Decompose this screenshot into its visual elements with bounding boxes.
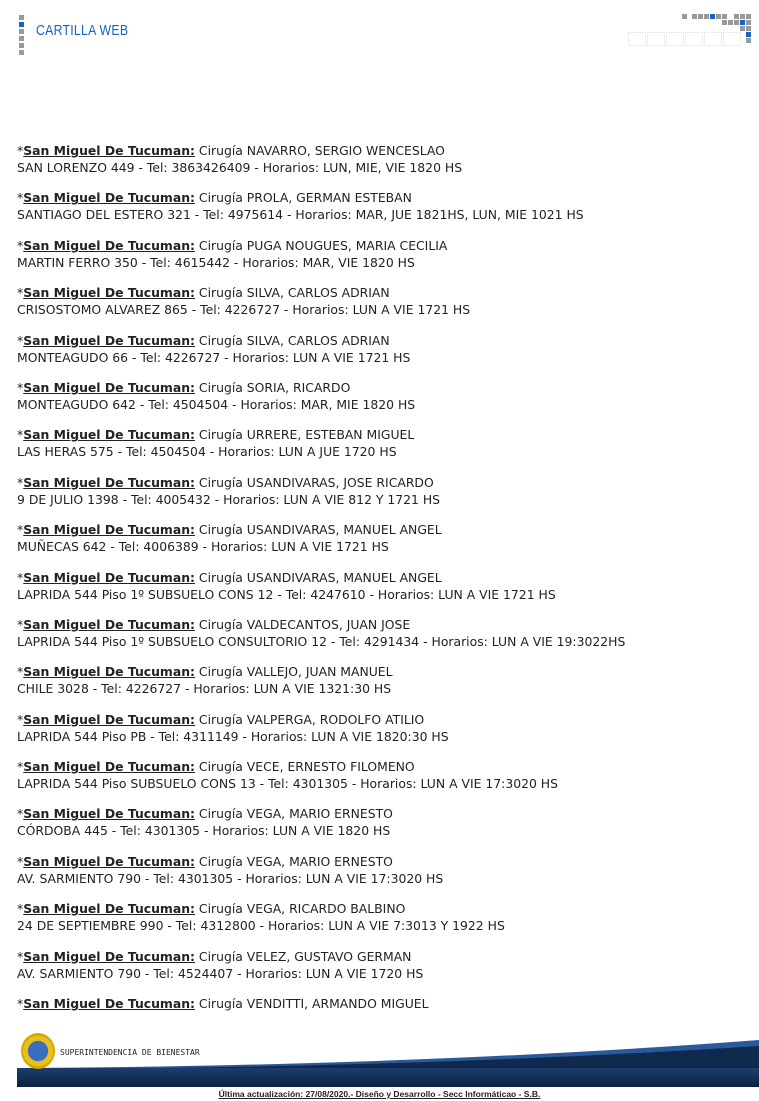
- city-label: San Miguel De Tucuman:: [23, 474, 195, 490]
- footer: [0, 1028, 759, 1101]
- provider-name: Cirugía VELEZ, GUSTAVO GERMAN: [194, 948, 412, 964]
- provider-detail: LAPRIDA 544 Piso SUBSUELO CONS 13 - Tel: 4301305 - Horarios: LUN A VIE 17:3020 HS: [17, 776, 558, 792]
- asterisk: *: [17, 996, 24, 1012]
- provider-detail: MONTEAGUDO 642 - Tel: 4504504 - Horarios: MAR, MIE 1820 HS: [17, 396, 416, 412]
- list-item: [17, 474, 757, 508]
- provider-name: Cirugía VEGA, MARIO ERNESTO: [194, 853, 393, 869]
- city-label: San Miguel De Tucuman:: [23, 379, 195, 395]
- provider-detail: CRISOSTOMO ALVAREZ 865 - Tel: 4226727 - Horarios: LUN A VIE 1721 HS: [17, 302, 471, 318]
- page-title: CARTILLA WEB: [36, 22, 129, 39]
- provider-name: Cirugía NAVARRO, SERGIO WENCESLAO: [194, 143, 445, 158]
- asterisk: *: [17, 190, 24, 206]
- provider-detail: AV. SARMIENTO 790 - Tel: 4301305 - Horarios: LUN A VIE 17:3020 HS: [17, 870, 444, 886]
- city-label: San Miguel De Tucuman:: [23, 711, 195, 727]
- provider-name: Cirugía USANDIVARAS, MANUEL ANGEL: [194, 569, 442, 585]
- city-label: San Miguel De Tucuman:: [23, 759, 195, 775]
- asterisk: *: [17, 901, 24, 917]
- header-bar-icon: [19, 15, 24, 57]
- city-label: San Miguel De Tucuman:: [23, 190, 195, 206]
- provider-detail: LAS HERAS 575 - Tel: 4504504 - Horarios: LUN A JUE 1720 HS: [17, 444, 397, 460]
- city-label: San Miguel De Tucuman:: [23, 616, 195, 632]
- list-item: [17, 900, 757, 934]
- list-item: [17, 426, 757, 460]
- asterisk: *: [17, 616, 24, 632]
- provider-name: Cirugía PUGA NOUGUES, MARIA CECILIA: [194, 237, 448, 253]
- provider-detail: CHILE 3028 - Tel: 4226727 - Horarios: LUN A VIE 1321:30 HS: [17, 681, 392, 697]
- provider-name: Cirugía VENDITTI, ARMANDO MIGUEL: [194, 996, 429, 1012]
- org-name: SUPERINTENDENCIA DE BIENESTAR: [60, 1048, 200, 1057]
- asterisk: *: [17, 711, 24, 727]
- list-item: [17, 284, 757, 318]
- provider-detail: CÓRDOBA 445 - Tel: 4301305 - Horarios: LUN A VIE 1820 HS: [17, 823, 391, 839]
- provider-name: Cirugía PROLA, GERMAN ESTEBAN: [194, 190, 412, 206]
- list-item: [17, 142, 757, 176]
- provider-name: Cirugía VALDECANTOS, JUAN JOSE: [194, 616, 411, 632]
- city-label: San Miguel De Tucuman:: [23, 237, 195, 253]
- asterisk: *: [17, 332, 24, 348]
- provider-detail: MUÑECAS 642 - Tel: 4006389 - Horarios: LUN A VIE 1721 HS: [17, 539, 389, 555]
- provider-detail: 9 DE JULIO 1398 - Tel: 4005432 - Horarios: LUN A VIE 812 Y 1721 HS: [17, 491, 441, 507]
- decorative-squares-icon: [628, 12, 753, 48]
- city-label: San Miguel De Tucuman:: [23, 285, 195, 301]
- asterisk: *: [17, 379, 24, 395]
- list-item: [17, 853, 757, 887]
- city-label: San Miguel De Tucuman:: [23, 427, 195, 443]
- provider-name: Cirugía SORIA, RICARDO: [194, 379, 351, 395]
- provider-name: Cirugía USANDIVARAS, MANUEL ANGEL: [194, 522, 442, 538]
- provider-name: Cirugía VEGA, MARIO ERNESTO: [194, 806, 393, 822]
- list-item: [17, 569, 757, 603]
- list-item: [17, 521, 757, 555]
- list-item: [17, 711, 757, 745]
- list-item: [17, 663, 757, 697]
- city-label: San Miguel De Tucuman:: [23, 901, 195, 917]
- provider-name: Cirugía VALPERGA, RODOLFO ATILIO: [194, 711, 425, 727]
- asterisk: *: [17, 237, 24, 253]
- city-label: San Miguel De Tucuman:: [23, 143, 195, 158]
- header: [0, 0, 759, 60]
- city-label: San Miguel De Tucuman:: [23, 996, 195, 1012]
- provider-detail: LAPRIDA 544 Piso 1º SUBSUELO CONSULTORIO 12 - Tel: 4291434 - Horarios: LUN A VIE 19:3022HS: [17, 633, 626, 649]
- asterisk: *: [17, 285, 24, 301]
- provider-name: Cirugía USANDIVARAS, JOSE RICARDO: [194, 474, 434, 490]
- provider-name: Cirugía SILVA, CARLOS ADRIAN: [194, 332, 390, 348]
- asterisk: *: [17, 806, 24, 822]
- asterisk: *: [17, 759, 24, 775]
- list-item: [17, 237, 757, 271]
- provider-detail: 24 DE SEPTIEMBRE 990 - Tel: 4312800 - Horarios: LUN A VIE 7:3013 Y 1922 HS: [17, 918, 505, 934]
- city-label: San Miguel De Tucuman:: [23, 522, 195, 538]
- provider-detail: LAPRIDA 544 Piso PB - Tel: 4311149 - Horarios: LUN A VIE 1820:30 HS: [17, 728, 449, 744]
- list-item: [17, 189, 757, 223]
- city-label: San Miguel De Tucuman:: [23, 806, 195, 822]
- list-item: [17, 805, 757, 839]
- provider-detail: AV. SARMIENTO 790 - Tel: 4524407 - Horarios: LUN A VIE 1720 HS: [17, 965, 424, 981]
- asterisk: *: [17, 427, 24, 443]
- city-label: San Miguel De Tucuman:: [23, 332, 195, 348]
- last-updated: Última actualización: 27/08/2020.- Diseño y Desarrollo - Secc Informáticao - S.B.: [218, 1089, 541, 1099]
- asterisk: *: [17, 474, 24, 490]
- asterisk: *: [17, 143, 24, 158]
- provider-list: [17, 142, 757, 1025]
- asterisk: *: [17, 522, 24, 538]
- asterisk: *: [17, 664, 24, 680]
- list-item: [17, 758, 757, 792]
- list-item: [17, 948, 757, 982]
- provider-name: Cirugía URRERE, ESTEBAN MIGUEL: [194, 427, 415, 443]
- city-label: San Miguel De Tucuman:: [23, 664, 195, 680]
- provider-detail: SAN LORENZO 449 - Tel: 3863426409 - Horarios: LUN, MIE, VIE 1820 HS: [17, 160, 463, 175]
- provider-detail: LAPRIDA 544 Piso 1º SUBSUELO CONS 12 - Tel: 4247610 - Horarios: LUN A VIE 1721 HS: [17, 586, 556, 602]
- asterisk: *: [17, 569, 24, 585]
- provider-name: Cirugía VECE, ERNESTO FILOMENO: [194, 759, 415, 775]
- list-item: [17, 332, 757, 366]
- city-label: San Miguel De Tucuman:: [23, 853, 195, 869]
- list-item: [17, 379, 757, 413]
- provider-detail: MARTIN FERRO 350 - Tel: 4615442 - Horarios: MAR, VIE 1820 HS: [17, 254, 415, 270]
- provider-name: Cirugía VALLEJO, JUAN MANUEL: [194, 664, 393, 680]
- provider-detail: MONTEAGUDO 66 - Tel: 4226727 - Horarios: LUN A VIE 1721 HS: [17, 349, 411, 365]
- seal-logo: [21, 1033, 55, 1069]
- asterisk: *: [17, 853, 24, 869]
- provider-name: Cirugía VEGA, RICARDO BALBINO: [194, 901, 406, 917]
- list-item: [17, 616, 757, 650]
- provider-detail: SANTIAGO DEL ESTERO 321 - Tel: 4975614 - Horarios: MAR, JUE 1821HS, LUN, MIE 1021 HS: [17, 207, 584, 223]
- list-item: [17, 995, 757, 1012]
- footer-band: [17, 1068, 759, 1087]
- city-label: San Miguel De Tucuman:: [23, 948, 195, 964]
- provider-name: Cirugía SILVA, CARLOS ADRIAN: [194, 285, 390, 301]
- asterisk: *: [17, 948, 24, 964]
- city-label: San Miguel De Tucuman:: [23, 569, 195, 585]
